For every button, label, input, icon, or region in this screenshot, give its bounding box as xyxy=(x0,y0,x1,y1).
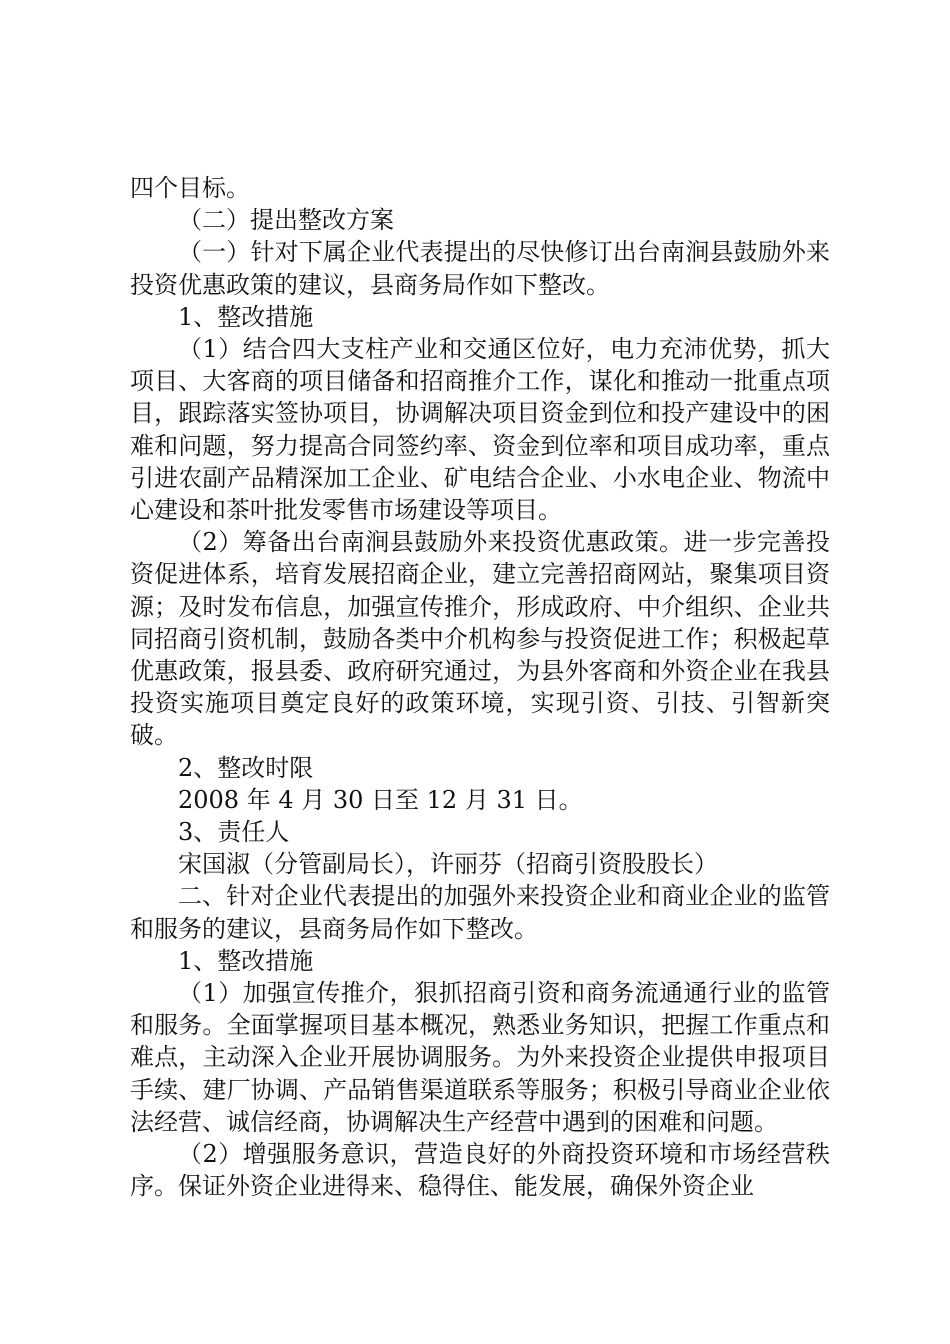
section-heading-plan: （二）提出整改方案 xyxy=(178,206,394,235)
subheading-responsible: 3、责任人 xyxy=(178,818,290,847)
subheading-measures: 1、整改措施 xyxy=(178,302,314,331)
paragraph-deadline-date: 2008 年 4 月 30 日至 12 月 31 日。 xyxy=(178,785,583,814)
subheading-measures-2: 1、整改措施 xyxy=(178,946,314,975)
paragraph-measure-2: （2）筹备出台南涧县鼓励外来投资优惠政策。进一步完善投资促进体系，培育发展招商企业，建立完善招商网站，聚集项目资源；及时发布信息，加强宣传推介，形成政府、中介组织、企业共同招商引资机制，鼓励各类中介机构参与投资促进工作；积极起草优惠政策，报县委、政府研究通过，为县外客商和外资企业在我县投资实施项目奠定良好的政策环境，实现引资、引技、引智新突破。 xyxy=(130,528,830,750)
paragraph-item-one: （一）针对下属企业代表提出的尽快修订出台南涧县鼓励外来投资优惠政策的建议，县商务局作如下整改。 xyxy=(130,238,830,299)
document-body xyxy=(130,172,830,1203)
paragraph-measure-2-2: （2）增强服务意识，营造良好的外商投资环境和市场经营秩序。保证外资企业进得来、稳得住、能发展，确保外资企业 xyxy=(130,1140,830,1201)
paragraph-continuation: 四个目标。 xyxy=(130,174,250,202)
paragraph-item-two: 二、针对企业代表提出的加强外来投资企业和商业企业的监管和服务的建议，县商务局作如下整改。 xyxy=(130,882,830,943)
subheading-deadline: 2、整改时限 xyxy=(178,753,314,782)
paragraph-measure-2-1: （1）加强宣传推介，狠抓招商引资和商务流通通行业的监管和服务。全面掌握项目基本概况，熟悉业务知识，把握工作重点和难点，主动深入企业开展协调服务。为外来投资企业提供申报项目手续、建厂协调、产品销售渠道联系等服务；积极引导商业企业依法经营、诚信经商，协调解决生产经营中遇到的困难和问题。 xyxy=(130,979,830,1136)
paragraph-responsible-persons: 宋国淑（分管副局长），许丽芬（招商引资股股长） xyxy=(178,850,718,879)
paragraph-measure-1: （1）结合四大支柱产业和交通区位好，电力充沛优势，抓大项目、大客商的项目储备和招商推介工作，谋化和推动一批重点项目，跟踪落实签协项目，协调解决项目资金到位和投产建设中的困难和问题，努力提高合同签约率、资金到位率和项目成功率，重点引进农副产品精深加工企业、矿电结合企业、小水电企业、物流中心建设和茶叶批发零售市场建设等项目。 xyxy=(130,335,830,525)
